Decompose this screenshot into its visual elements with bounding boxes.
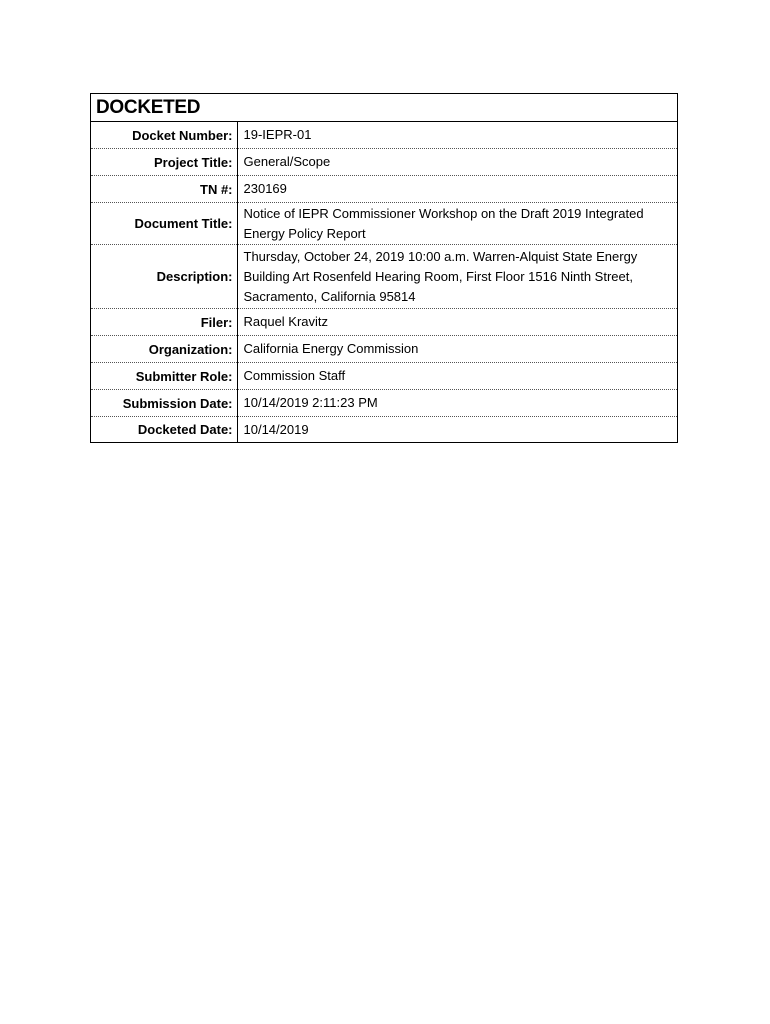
docket-number-value: 19-IEPR-01 — [243, 127, 312, 142]
description-line: Sacramento, California 95814 — [243, 288, 416, 304]
description-value — [237, 245, 677, 309]
row-docketed-date — [91, 417, 677, 443]
row-docket-number — [91, 122, 677, 149]
row-project-title — [91, 149, 677, 176]
row-submitter-role — [91, 363, 677, 390]
document-title-line: Energy Policy Report — [243, 225, 366, 241]
docketed-date-label: Docketed Date: — [91, 417, 237, 443]
row-filer — [91, 309, 677, 336]
submission-date-label: Submission Date: — [91, 390, 237, 417]
description-line: Thursday, October 24, 2019 10:00 a.m. Warren-Alquist State Energy — [243, 248, 638, 264]
document-title-value — [237, 203, 677, 245]
row-document-title — [91, 203, 677, 245]
filer-value: Raquel Kravitz — [243, 314, 329, 329]
docketed-date-value: 10/14/2019 — [243, 421, 309, 437]
row-tn — [91, 176, 677, 203]
submitter-role-value: Commission Staff — [243, 368, 346, 383]
tn-label: TN #: — [91, 176, 237, 203]
description-label: Description: — [91, 245, 237, 309]
organization-label: Organization: — [91, 336, 237, 363]
docket-cover-box — [90, 93, 678, 443]
row-description — [91, 245, 677, 309]
filer-label: Filer: — [91, 309, 237, 336]
submission-date-value: 10/14/2019 2:11:23 PM — [243, 395, 378, 410]
organization-value: California Energy Commission — [243, 341, 419, 356]
tn-value: 230169 — [243, 181, 287, 196]
project-title-label: Project Title: — [91, 149, 237, 176]
description-line: Building Art Rosenfeld Hearing Room, First Floor 1516 Ninth Street, — [243, 268, 633, 284]
docket-number-label: Docket Number: — [91, 122, 237, 149]
document-title-label: Document Title: — [91, 203, 237, 245]
project-title-value: General/Scope — [243, 154, 331, 169]
docket-info-table — [91, 122, 677, 442]
row-submission-date — [91, 390, 677, 417]
docketed-heading: DOCKETED — [91, 94, 677, 122]
submitter-role-label: Submitter Role: — [91, 363, 237, 390]
row-organization — [91, 336, 677, 363]
document-title-line: Notice of IEPR Commissioner Workshop on the Draft 2019 Integrated — [243, 205, 644, 221]
